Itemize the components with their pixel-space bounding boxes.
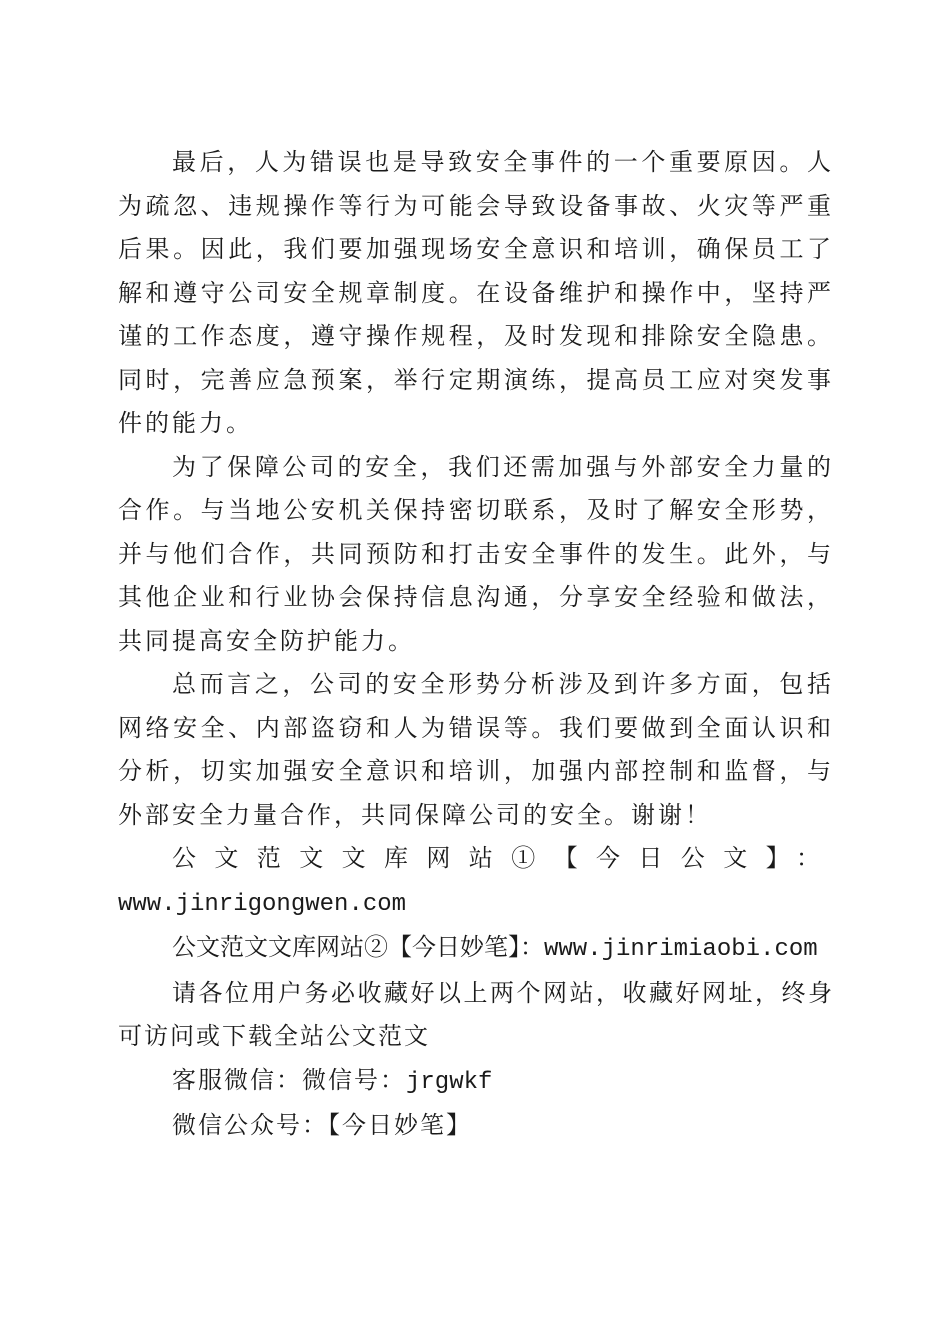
site1-url-line — [118, 881, 834, 927]
wechat-service-line — [118, 1059, 834, 1105]
paragraph-conclusion: 总而言之，公司的安全形势分析涉及到许多方面，包括网络安全、内部盗窃和人为错误等。我们要做到全面认识和分析，切实加强安全意识和培训，加强内部控制和监督，与外部安全力量合作，共同保障公司的安全。谢谢！ — [118, 670, 834, 829]
site2-line — [118, 926, 834, 972]
wechat-service-label: 客服微信：微信号： — [172, 1065, 406, 1094]
site2-url-link[interactable]: www.jinrimiaobi.com — [544, 936, 818, 963]
paragraph-external-cooperation: 为了保障公司的安全，我们还需加强与外部安全力量的合作。与当地公安机关保持密切联系，及时了解安全形势，并与他们合作，共同预防和打击安全事件的发生。此外，与其他企业和行业协会保持信息沟通，分享安全经验和做法，共同提高安全防护能力。 — [118, 452, 834, 655]
footer-promo — [118, 837, 834, 1148]
site1-label: 公文范文文库网站①【今日公文】： — [172, 844, 834, 872]
document-page — [118, 141, 834, 1148]
bookmark-notice: 请各位用户务必收藏好以上两个网站，收藏好网址，终身可访问或下载全站公文范文 — [118, 978, 834, 1050]
paragraph-human-error: 最后，人为错误也是导致安全事件的一个重要原因。人为疏忽、违规操作等行为可能会导致设备事故、火灾等严重后果。因此，我们要加强现场安全意识和培训，确保员工了解和遵守公司安全规章制度。在设备维护和操作中，坚持严谨的工作态度，遵守操作规程，及时发现和排除安全隐患。同时，完善应急预案，举行定期演练，提高员工应对突发事件的能力。 — [118, 148, 834, 437]
wechat-service-id: jrgwkf — [406, 1068, 493, 1096]
site2-label: 公文范文文库网站②【今日妙笔】： — [172, 933, 544, 961]
site1-url-link[interactable]: www.jinrigongwen.com — [118, 890, 407, 918]
wechat-public-account: 微信公众号：【今日妙笔】 — [172, 1111, 472, 1139]
